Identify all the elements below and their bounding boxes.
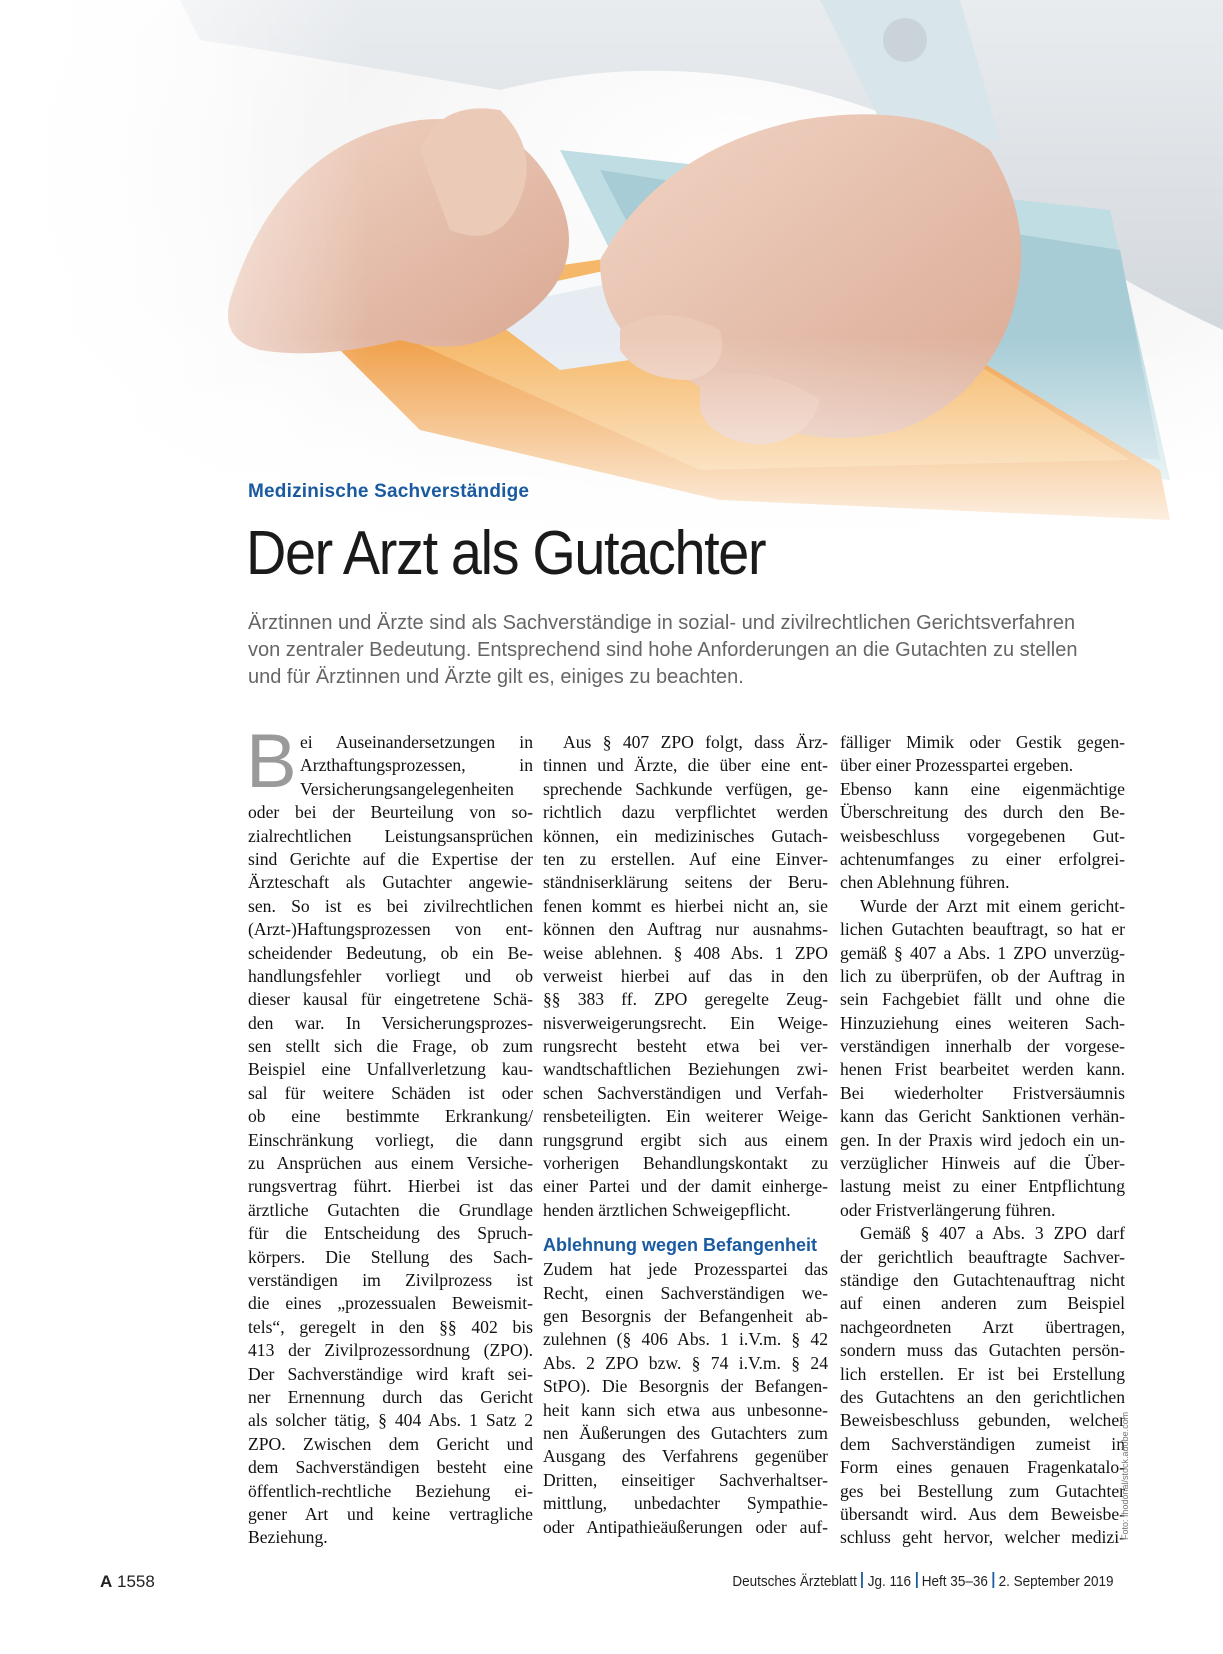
text-line: Hinzuziehung eines weiteren Sach- (840, 1012, 1125, 1033)
text-line: können den Auftrag nur ausnahms- (543, 919, 828, 940)
text-line: der gerichtlich beauftragte Sachver- (840, 1246, 1125, 1267)
text-line: Einschränkung vorliegt, die dann (248, 1129, 533, 1150)
text-line: achtenumfanges zu einer erfolgrei- (840, 848, 1125, 869)
text-line: oder Antipathieäußerungen oder auf- (543, 1516, 828, 1537)
text-line: fenen kommt es hierbei nicht an, sie (543, 895, 828, 916)
text-line: §§ 383 ff. ZPO geregelte Zeug- (543, 989, 828, 1010)
text-line: gemäß § 407 a Abs. 1 ZPO unverzüg- (840, 942, 1125, 963)
text-line: Beziehung. (248, 1527, 328, 1548)
text-line: wandtschaftlichen Beziehungen zwi- (543, 1059, 828, 1080)
text-line: heit kann sich etwa aus unbesonne- (543, 1399, 828, 1420)
text-line: auf einen anderen zum Beispiel (840, 1293, 1125, 1314)
header-photo (0, 0, 1223, 560)
separator (861, 1572, 863, 1588)
text-line: Aus § 407 ZPO folgt, dass Ärz- (563, 732, 828, 752)
journal-date: 2. September 2019 (998, 1573, 1113, 1590)
text-line: sen stellt sich die Frage, ob zum (248, 1036, 533, 1057)
doctor-hands-with-files-illustration (0, 0, 1223, 560)
text-line: ei Auseinandersetzungen in (300, 732, 533, 752)
text-line: als solcher tätig, § 404 Abs. 1 Satz 2 (248, 1410, 533, 1431)
text-line: weisbeschluss vorgegebenen Gut- (840, 825, 1125, 846)
text-line: Abs. 2 ZPO bzw. § 74 i.V.m. § 24 (543, 1352, 828, 1373)
text-line: nisverweigerungsrecht. Ein Weige- (543, 1012, 828, 1033)
section-heading: Ablehnung wegen Befangenheit (543, 1235, 818, 1256)
text-line: zulehnen (§ 406 Abs. 1 i.V.m. § 42 (543, 1329, 828, 1350)
text-line: dem Sachverständigen besteht eine (248, 1457, 533, 1478)
separator (915, 1572, 917, 1588)
text-line: die eines „prozessualen Beweismit- (248, 1293, 533, 1314)
text-line: ärztliche Gutachten die Grundlage (248, 1199, 533, 1220)
text-line: übersandt wird. Aus dem Beweisbe- (840, 1503, 1125, 1524)
text-line: Ebenso kann eine eigenmächtige (840, 778, 1125, 799)
text-line: sind Gerichte auf die Expertise der (248, 848, 533, 869)
text-line: lich zu überprüfen, ob der Auftrag in (840, 965, 1125, 986)
text-line: für die Entscheidung des Spruch- (248, 1223, 533, 1244)
text-line: gen. In der Praxis wird jedoch ein un- (840, 1129, 1125, 1150)
text-line: rensbeteiligten. Ein weiterer Weige- (543, 1106, 828, 1127)
text-line: über einer Prozesspartei ergeben. (840, 755, 1074, 776)
text-line: oder bei der Beurteilung von so- (248, 802, 533, 823)
text-column-3 (840, 731, 1125, 1550)
text-column-1 (248, 731, 533, 1550)
text-line: rungsvertrag führt. Hierbei ist das (248, 1176, 533, 1197)
text-line: rungsgrund ergibt sich aus einem (543, 1129, 828, 1150)
text-line: Beispiel eine Unfallverletzung kau- (248, 1059, 533, 1080)
text-line: gener Art und keine vertragliche (248, 1503, 533, 1524)
drop-cap: B (246, 719, 297, 804)
text-line: körpers. Die Stellung des Sach- (248, 1246, 533, 1267)
text-line: Versicherungsangelegenheiten (300, 778, 514, 799)
text-line: dem Sachverständigen zumeist in (840, 1433, 1125, 1454)
text-line: tels“, geregelt in den §§ 402 bis (248, 1316, 533, 1337)
journal-name: Deutsches Ärzteblatt (731, 1573, 857, 1590)
journal-issue: Heft 35–36 (921, 1573, 988, 1590)
text-line: sen. So ist es bei zivilrechtlichen (248, 895, 533, 916)
text-line: Recht, einen Sachverständigen we- (543, 1282, 828, 1303)
text-line: schluss geht hervor, welcher medizi- (840, 1527, 1125, 1548)
text-line: verständigen im Zivilprozess ist (248, 1269, 533, 1290)
journal-info (732, 1572, 1113, 1590)
text-line: ob eine bestimmte Erkrankung/ (248, 1106, 533, 1127)
text-line: gen Besorgnis der Befangenheit ab- (543, 1305, 828, 1326)
text-line: öffentlich-rechtliche Beziehung ei- (248, 1480, 533, 1501)
text-line: Form eines genauen Fragenkatalo- (840, 1457, 1125, 1478)
text-line: ges bei Bestellung zum Gutachter (840, 1480, 1125, 1501)
text-line: ten zu erstellen. Auf eine Einver- (543, 848, 828, 869)
text-line: Ärzteschaft als Gutachter angewie- (248, 872, 533, 893)
text-line: Wurde der Arzt mit einem gericht- (860, 895, 1125, 916)
text-line: nen Äußerungen des Gutachters zum (543, 1422, 828, 1443)
text-line: können, ein medizinisches Gutach- (543, 825, 828, 846)
text-line: verweist hierbei auf das in den (543, 965, 828, 986)
journal-volume: Jg. 116 (867, 1573, 911, 1590)
text-line: zialrechtlichen Leistungsansprüchen (248, 825, 533, 846)
page-number-value: 1558 (117, 1572, 155, 1591)
photo-credit: Foto: fhodonal/stock.adobe.com (1120, 1411, 1130, 1540)
text-line: Bei wiederholter Fristversäumnis (840, 1082, 1125, 1103)
text-line: Beweisbeschluss gebunden, welcher (840, 1410, 1125, 1431)
text-line: Gemäß § 407 a Abs. 3 ZPO darf (860, 1223, 1125, 1244)
text-line: verständigen innerhalb der vorgese- (840, 1036, 1125, 1057)
text-line: mittlung, unbedachter Sympathie- (543, 1493, 828, 1514)
text-line: ZPO. Zwischen dem Gericht und (248, 1433, 533, 1454)
text-line: lastung meist zu einer Entpflichtung (840, 1176, 1125, 1197)
lead-line: Ärztinnen und Ärzte sind als Sachverständige in sozial- und zivilrechtlichen Gerichtsverfahren (248, 612, 1076, 634)
text-line: 413 der Zivilprozessordnung (ZPO). (248, 1340, 533, 1361)
text-line: Zudem hat jede Prozesspartei das (543, 1259, 828, 1280)
lead-line: und für Ärztinnen und Ärzte gilt es, einiges zu beachten. (248, 666, 744, 688)
text-line: fälliger Mimik oder Gestik gegen- (840, 732, 1125, 752)
text-line: (Arzt-)Haftungsprozessen von ent- (248, 919, 533, 940)
text-line: vorherigen Behandlungskontakt zu (543, 1153, 828, 1174)
separator (992, 1572, 994, 1588)
text-line: henden ärztlichen Schweigepflicht. (543, 1199, 791, 1220)
text-line: Arzthaftungsprozessen, in (300, 755, 533, 776)
text-line: tinnen und Ärzte, die über eine ent- (543, 755, 828, 776)
text-line: nachgeordneten Arzt übertragen, (840, 1316, 1125, 1337)
text-line: Dritten, einseitiger Sachverhaltser- (543, 1469, 828, 1490)
text-line: verzüglicher Hinweis auf die Über- (840, 1153, 1125, 1174)
text-column-2 (543, 731, 828, 1539)
text-line: scheidender Bedeutung, ob ein Be- (248, 942, 533, 963)
text-line: den war. In Versicherungsprozes- (248, 1012, 533, 1033)
text-line: rungsrecht besteht etwa bei ver- (543, 1036, 828, 1057)
text-line: chen Ablehnung führen. (840, 872, 1010, 893)
lead-line: von zentraler Bedeutung. Entsprechend sind hohe Anforderungen an die Gutachten zu stellen (248, 639, 1078, 661)
text-line: ner Ernennung durch das Gericht (248, 1386, 533, 1407)
text-line: sondern muss das Gutachten persön- (840, 1340, 1125, 1361)
text-line: ständniserklärung seitens der Beru- (543, 872, 828, 893)
text-line: lichen Gutachten beauftragt, so hat er (840, 919, 1125, 940)
text-line: sein Fachgebiet fällt und ohne die (840, 989, 1125, 1010)
text-line: oder Fristverlängerung führen. (840, 1199, 1056, 1220)
article-lead (248, 610, 1118, 691)
article-kicker: Medizinische Sachverständige (248, 481, 530, 502)
text-line: schen Sachverständigen und Verfah- (543, 1082, 828, 1103)
text-line: handlungsfehler vorliegt und ob (248, 965, 533, 986)
text-line: einer Partei und der damit einherge- (543, 1176, 828, 1197)
text-line: des Gutachtens an den gerichtlichen (840, 1386, 1125, 1407)
text-line: lich erstellen. Er ist bei Erstellung (840, 1363, 1125, 1384)
text-line: dieser kausal für eingetretene Schä- (248, 989, 533, 1010)
text-line: sal für weitere Schäden ist oder (248, 1082, 533, 1103)
article-title: Der Arzt als Gutachter (246, 519, 766, 588)
text-line: kann das Gericht Sanktionen verhän- (840, 1106, 1125, 1127)
text-line: weise ablehnen. § 408 Abs. 1 ZPO (543, 942, 828, 963)
text-line: Ausgang des Verfahrens gegenüber (543, 1446, 828, 1467)
page-number (100, 1572, 155, 1592)
text-line: richtlich dazu verpflichtet werden (543, 802, 828, 823)
text-line: sprechende Sachkunde verfügen, ge- (543, 778, 828, 799)
text-line: henen Frist bearbeitet werden kann. (840, 1059, 1125, 1080)
text-line: zu Ansprüchen aus einem Versiche- (248, 1153, 533, 1174)
text-line: Der Sachverständige wird kraft sei- (248, 1363, 533, 1384)
text-line: Überschreitung des durch den Be- (840, 802, 1125, 823)
page-prefix: A (100, 1572, 113, 1591)
text-line: StPO). Die Besorgnis der Befangen- (543, 1376, 828, 1397)
text-line: ständige den Gutachtenauftrag nicht (840, 1269, 1125, 1290)
